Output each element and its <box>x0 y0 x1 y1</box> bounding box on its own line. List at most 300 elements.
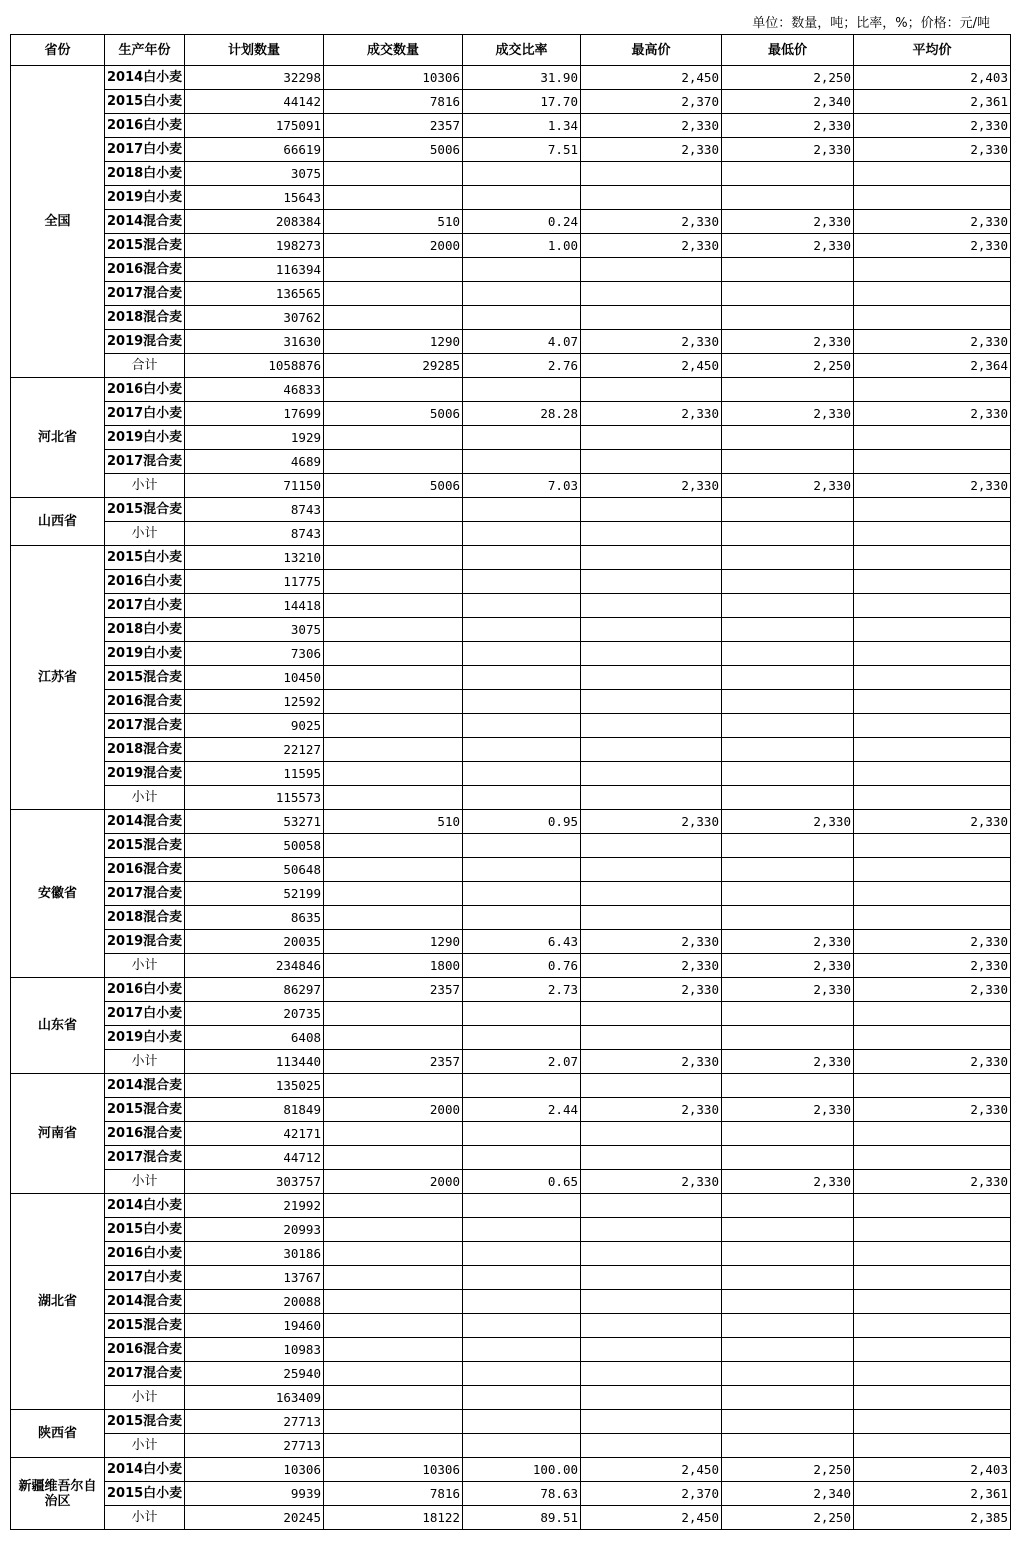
table-row <box>11 1314 1011 1338</box>
avg-price-cell <box>854 786 1011 810</box>
deal-qty-cell: 2357 <box>324 1050 463 1074</box>
avg-price-cell <box>854 258 1011 282</box>
min-price-cell <box>722 1002 854 1026</box>
year-cell: 2018混合麦 <box>105 738 185 762</box>
unit-note: 单位：数量，吨；比率，%；价格：元/吨 <box>752 16 990 31</box>
avg-price-cell: 2,330 <box>854 810 1011 834</box>
max-price-cell <box>581 738 722 762</box>
min-price-cell <box>722 642 854 666</box>
table-row <box>11 978 1011 1002</box>
min-price-cell: 2,330 <box>722 474 854 498</box>
planned-qty-cell: 21992 <box>185 1194 324 1218</box>
deal-qty-cell <box>324 186 463 210</box>
subtotal-label: 小计 <box>105 1170 185 1194</box>
subtotal-label: 合计 <box>105 354 185 378</box>
max-price-cell <box>581 1146 722 1170</box>
planned-qty-cell: 86297 <box>185 978 324 1002</box>
planned-qty-cell: 30762 <box>185 306 324 330</box>
max-price-cell <box>581 1410 722 1434</box>
table-row <box>11 954 1011 978</box>
max-price-cell <box>581 1074 722 1098</box>
header-province: 省份 <box>11 35 105 66</box>
deal-rate-cell: 2.76 <box>463 354 581 378</box>
min-price-cell: 2,330 <box>722 930 854 954</box>
deal-rate-cell <box>463 642 581 666</box>
table-row <box>11 354 1011 378</box>
deal-qty-cell <box>324 258 463 282</box>
year-cell: 2015白小麦 <box>105 90 185 114</box>
min-price-cell: 2,330 <box>722 978 854 1002</box>
max-price-cell <box>581 1338 722 1362</box>
planned-qty-cell: 8743 <box>185 522 324 546</box>
year-cell: 2019白小麦 <box>105 1026 185 1050</box>
min-price-cell: 2,250 <box>722 66 854 90</box>
min-price-cell <box>722 1362 854 1386</box>
deal-qty-cell <box>324 450 463 474</box>
deal-qty-cell <box>324 1146 463 1170</box>
planned-qty-cell: 44712 <box>185 1146 324 1170</box>
planned-qty-cell: 9939 <box>185 1482 324 1506</box>
min-price-cell: 2,330 <box>722 810 854 834</box>
deal-rate-cell <box>463 186 581 210</box>
min-price-cell <box>722 1290 854 1314</box>
year-cell: 2017混合麦 <box>105 450 185 474</box>
planned-qty-cell: 25940 <box>185 1362 324 1386</box>
deal-qty-cell <box>324 1218 463 1242</box>
planned-qty-cell: 20035 <box>185 930 324 954</box>
min-price-cell <box>722 522 854 546</box>
deal-rate-cell: 2.73 <box>463 978 581 1002</box>
table-row <box>11 1146 1011 1170</box>
min-price-cell: 2,330 <box>722 138 854 162</box>
min-price-cell: 2,250 <box>722 1458 854 1482</box>
deal-qty-cell <box>324 714 463 738</box>
province-cell: 湖北省 <box>11 1194 105 1410</box>
table-row <box>11 738 1011 762</box>
avg-price-cell <box>854 546 1011 570</box>
avg-price-cell: 2,330 <box>854 1170 1011 1194</box>
deal-rate-cell <box>463 1314 581 1338</box>
year-cell: 2018白小麦 <box>105 162 185 186</box>
year-cell: 2019混合麦 <box>105 762 185 786</box>
table-row <box>11 1026 1011 1050</box>
min-price-cell <box>722 426 854 450</box>
deal-qty-cell <box>324 1434 463 1458</box>
deal-qty-cell <box>324 882 463 906</box>
planned-qty-cell: 8635 <box>185 906 324 930</box>
min-price-cell <box>722 906 854 930</box>
avg-price-cell <box>854 450 1011 474</box>
province-cell: 江苏省 <box>11 546 105 810</box>
table-row <box>11 1290 1011 1314</box>
planned-qty-cell: 27713 <box>185 1434 324 1458</box>
max-price-cell: 2,330 <box>581 1098 722 1122</box>
year-cell: 2016混合麦 <box>105 1122 185 1146</box>
min-price-cell <box>722 762 854 786</box>
table-row <box>11 1002 1011 1026</box>
subtotal-label: 小计 <box>105 522 185 546</box>
min-price-cell <box>722 1194 854 1218</box>
planned-qty-cell: 52199 <box>185 882 324 906</box>
deal-qty-cell: 2000 <box>324 1170 463 1194</box>
planned-qty-cell: 208384 <box>185 210 324 234</box>
subtotal-label: 小计 <box>105 474 185 498</box>
deal-qty-cell <box>324 1026 463 1050</box>
avg-price-cell <box>854 738 1011 762</box>
table-row <box>11 162 1011 186</box>
max-price-cell: 2,330 <box>581 1170 722 1194</box>
year-cell: 2015白小麦 <box>105 1482 185 1506</box>
max-price-cell <box>581 378 722 402</box>
deal-qty-cell <box>324 738 463 762</box>
year-cell: 2019混合麦 <box>105 330 185 354</box>
max-price-cell <box>581 882 722 906</box>
planned-qty-cell: 303757 <box>185 1170 324 1194</box>
planned-qty-cell: 30186 <box>185 1242 324 1266</box>
deal-qty-cell <box>324 282 463 306</box>
deal-qty-cell <box>324 1410 463 1434</box>
table-row <box>11 450 1011 474</box>
subtotal-label: 小计 <box>105 954 185 978</box>
deal-qty-cell: 5006 <box>324 402 463 426</box>
deal-rate-cell: 31.90 <box>463 66 581 90</box>
max-price-cell <box>581 1122 722 1146</box>
avg-price-cell <box>854 1266 1011 1290</box>
header-min-price: 最低价 <box>722 35 854 66</box>
deal-rate-cell <box>463 882 581 906</box>
avg-price-cell <box>854 1434 1011 1458</box>
deal-rate-cell: 28.28 <box>463 402 581 426</box>
deal-qty-cell: 29285 <box>324 354 463 378</box>
max-price-cell <box>581 786 722 810</box>
deal-rate-cell <box>463 1410 581 1434</box>
max-price-cell: 2,450 <box>581 1506 722 1530</box>
max-price-cell <box>581 306 722 330</box>
min-price-cell: 2,330 <box>722 954 854 978</box>
deal-rate-cell: 4.07 <box>463 330 581 354</box>
deal-qty-cell: 5006 <box>324 138 463 162</box>
deal-rate-cell <box>463 1362 581 1386</box>
avg-price-cell: 2,330 <box>854 978 1011 1002</box>
avg-price-cell: 2,364 <box>854 354 1011 378</box>
avg-price-cell <box>854 570 1011 594</box>
min-price-cell: 2,330 <box>722 330 854 354</box>
year-cell: 2017白小麦 <box>105 402 185 426</box>
table-row <box>11 1170 1011 1194</box>
max-price-cell <box>581 1266 722 1290</box>
subtotal-label: 小计 <box>105 786 185 810</box>
deal-qty-cell: 2357 <box>324 978 463 1002</box>
planned-qty-cell: 11775 <box>185 570 324 594</box>
deal-qty-cell: 10306 <box>324 66 463 90</box>
max-price-cell <box>581 618 722 642</box>
max-price-cell <box>581 1002 722 1026</box>
table-row <box>11 642 1011 666</box>
year-cell: 2014混合麦 <box>105 810 185 834</box>
avg-price-cell <box>854 1410 1011 1434</box>
avg-price-cell: 2,330 <box>854 138 1011 162</box>
planned-qty-cell: 15643 <box>185 186 324 210</box>
planned-qty-cell: 116394 <box>185 258 324 282</box>
table-row <box>11 1266 1011 1290</box>
deal-qty-cell: 18122 <box>324 1506 463 1530</box>
table-row <box>11 1506 1011 1530</box>
avg-price-cell <box>854 1242 1011 1266</box>
planned-qty-cell: 20245 <box>185 1506 324 1530</box>
year-cell: 2014白小麦 <box>105 66 185 90</box>
year-cell: 2015混合麦 <box>105 234 185 258</box>
max-price-cell <box>581 1218 722 1242</box>
avg-price-cell <box>854 882 1011 906</box>
header-max-price: 最高价 <box>581 35 722 66</box>
avg-price-cell <box>854 1074 1011 1098</box>
planned-qty-cell: 20993 <box>185 1218 324 1242</box>
year-cell: 2018白小麦 <box>105 618 185 642</box>
avg-price-cell <box>854 666 1011 690</box>
year-cell: 2015白小麦 <box>105 546 185 570</box>
table-row <box>11 834 1011 858</box>
table-row <box>11 1050 1011 1074</box>
deal-qty-cell <box>324 498 463 522</box>
planned-qty-cell: 14418 <box>185 594 324 618</box>
avg-price-cell <box>854 1122 1011 1146</box>
avg-price-cell <box>854 1218 1011 1242</box>
deal-rate-cell <box>463 1194 581 1218</box>
deal-rate-cell <box>463 762 581 786</box>
min-price-cell <box>722 306 854 330</box>
table-row <box>11 210 1011 234</box>
year-cell: 2017白小麦 <box>105 138 185 162</box>
max-price-cell: 2,330 <box>581 210 722 234</box>
avg-price-cell: 2,361 <box>854 90 1011 114</box>
deal-rate-cell <box>463 906 581 930</box>
avg-price-cell: 2,330 <box>854 954 1011 978</box>
table-row <box>11 1386 1011 1410</box>
deal-rate-cell <box>463 1386 581 1410</box>
min-price-cell <box>722 1434 854 1458</box>
max-price-cell <box>581 426 722 450</box>
max-price-cell: 2,370 <box>581 90 722 114</box>
max-price-cell: 2,330 <box>581 810 722 834</box>
deal-rate-cell: 6.43 <box>463 930 581 954</box>
deal-qty-cell: 5006 <box>324 474 463 498</box>
table-row <box>11 114 1011 138</box>
year-cell: 2015混合麦 <box>105 498 185 522</box>
avg-price-cell <box>854 834 1011 858</box>
planned-qty-cell: 6408 <box>185 1026 324 1050</box>
province-cell: 河北省 <box>11 378 105 498</box>
deal-qty-cell <box>324 1386 463 1410</box>
max-price-cell: 2,330 <box>581 954 722 978</box>
min-price-cell: 2,330 <box>722 1098 854 1122</box>
deal-rate-cell: 1.00 <box>463 234 581 258</box>
year-cell: 2017混合麦 <box>105 1362 185 1386</box>
table-row <box>11 402 1011 426</box>
min-price-cell <box>722 378 854 402</box>
planned-qty-cell: 136565 <box>185 282 324 306</box>
planned-qty-cell: 42171 <box>185 1122 324 1146</box>
avg-price-cell <box>854 690 1011 714</box>
avg-price-cell: 2,330 <box>854 402 1011 426</box>
deal-qty-cell <box>324 666 463 690</box>
table-row <box>11 930 1011 954</box>
deal-rate-cell <box>463 450 581 474</box>
min-price-cell: 2,250 <box>722 1506 854 1530</box>
year-cell: 2016白小麦 <box>105 378 185 402</box>
year-cell: 2015混合麦 <box>105 1314 185 1338</box>
year-cell: 2014混合麦 <box>105 1074 185 1098</box>
avg-price-cell <box>854 1386 1011 1410</box>
deal-qty-cell <box>324 906 463 930</box>
deal-rate-cell <box>463 1434 581 1458</box>
max-price-cell <box>581 1362 722 1386</box>
deal-qty-cell <box>324 1242 463 1266</box>
max-price-cell <box>581 834 722 858</box>
avg-price-cell <box>854 618 1011 642</box>
table-row <box>11 306 1011 330</box>
max-price-cell <box>581 1434 722 1458</box>
min-price-cell <box>722 666 854 690</box>
deal-qty-cell <box>324 858 463 882</box>
deal-rate-cell <box>463 738 581 762</box>
avg-price-cell: 2,330 <box>854 474 1011 498</box>
deal-qty-cell <box>324 1002 463 1026</box>
deal-rate-cell <box>463 1122 581 1146</box>
min-price-cell: 2,330 <box>722 1170 854 1194</box>
min-price-cell <box>722 1410 854 1434</box>
table-row <box>11 1434 1011 1458</box>
min-price-cell: 2,330 <box>722 234 854 258</box>
year-cell: 2016混合麦 <box>105 1338 185 1362</box>
deal-rate-cell <box>463 498 581 522</box>
deal-qty-cell: 1290 <box>324 330 463 354</box>
year-cell: 2017白小麦 <box>105 594 185 618</box>
planned-qty-cell: 10983 <box>185 1338 324 1362</box>
table-row <box>11 594 1011 618</box>
deal-qty-cell <box>324 1194 463 1218</box>
deal-rate-cell <box>463 378 581 402</box>
table-row <box>11 330 1011 354</box>
avg-price-cell <box>854 1290 1011 1314</box>
avg-price-cell: 2,361 <box>854 1482 1011 1506</box>
deal-qty-cell: 2357 <box>324 114 463 138</box>
avg-price-cell <box>854 906 1011 930</box>
max-price-cell <box>581 522 722 546</box>
max-price-cell <box>581 570 722 594</box>
table-row <box>11 258 1011 282</box>
deal-qty-cell <box>324 594 463 618</box>
table-row <box>11 786 1011 810</box>
max-price-cell <box>581 762 722 786</box>
max-price-cell <box>581 498 722 522</box>
planned-qty-cell: 71150 <box>185 474 324 498</box>
min-price-cell: 2,330 <box>722 1050 854 1074</box>
table-row <box>11 426 1011 450</box>
deal-qty-cell: 510 <box>324 810 463 834</box>
min-price-cell <box>722 1314 854 1338</box>
min-price-cell <box>722 834 854 858</box>
table-row <box>11 378 1011 402</box>
planned-qty-cell: 4689 <box>185 450 324 474</box>
table-row <box>11 474 1011 498</box>
deal-rate-cell <box>463 834 581 858</box>
deal-qty-cell: 2000 <box>324 1098 463 1122</box>
avg-price-cell <box>854 522 1011 546</box>
min-price-cell <box>722 1266 854 1290</box>
year-cell: 2015混合麦 <box>105 1410 185 1434</box>
table-row <box>11 1482 1011 1506</box>
min-price-cell: 2,340 <box>722 1482 854 1506</box>
deal-qty-cell <box>324 1362 463 1386</box>
table-row <box>11 762 1011 786</box>
year-cell: 2017混合麦 <box>105 282 185 306</box>
planned-qty-cell: 66619 <box>185 138 324 162</box>
deal-qty-cell <box>324 426 463 450</box>
deal-rate-cell <box>463 1290 581 1314</box>
deal-qty-cell: 1800 <box>324 954 463 978</box>
planned-qty-cell: 11595 <box>185 762 324 786</box>
deal-rate-cell <box>463 1074 581 1098</box>
deal-qty-cell <box>324 690 463 714</box>
avg-price-cell: 2,403 <box>854 66 1011 90</box>
table-row <box>11 186 1011 210</box>
min-price-cell: 2,250 <box>722 354 854 378</box>
min-price-cell <box>722 1386 854 1410</box>
min-price-cell <box>722 186 854 210</box>
planned-qty-cell: 3075 <box>185 618 324 642</box>
year-cell: 2017混合麦 <box>105 714 185 738</box>
deal-qty-cell <box>324 834 463 858</box>
max-price-cell <box>581 690 722 714</box>
max-price-cell: 2,450 <box>581 66 722 90</box>
planned-qty-cell: 81849 <box>185 1098 324 1122</box>
deal-qty-cell <box>324 786 463 810</box>
planned-qty-cell: 10306 <box>185 1458 324 1482</box>
deal-rate-cell: 1.34 <box>463 114 581 138</box>
max-price-cell <box>581 258 722 282</box>
deal-rate-cell: 0.24 <box>463 210 581 234</box>
year-cell: 2019白小麦 <box>105 642 185 666</box>
avg-price-cell: 2,330 <box>854 114 1011 138</box>
year-cell: 2015混合麦 <box>105 834 185 858</box>
deal-rate-cell <box>463 258 581 282</box>
max-price-cell <box>581 906 722 930</box>
deal-rate-cell <box>463 666 581 690</box>
deal-rate-cell: 7.51 <box>463 138 581 162</box>
avg-price-cell <box>854 282 1011 306</box>
table-row <box>11 234 1011 258</box>
planned-qty-cell: 50648 <box>185 858 324 882</box>
deal-rate-cell <box>463 426 581 450</box>
year-cell: 2016白小麦 <box>105 1242 185 1266</box>
deal-qty-cell: 1290 <box>324 930 463 954</box>
min-price-cell <box>722 570 854 594</box>
deal-qty-cell <box>324 162 463 186</box>
province-cell: 陕西省 <box>11 1410 105 1458</box>
min-price-cell <box>722 690 854 714</box>
avg-price-cell <box>854 642 1011 666</box>
max-price-cell: 2,330 <box>581 930 722 954</box>
max-price-cell <box>581 162 722 186</box>
deal-rate-cell <box>463 1146 581 1170</box>
avg-price-cell: 2,330 <box>854 1050 1011 1074</box>
planned-qty-cell: 44142 <box>185 90 324 114</box>
planned-qty-cell: 19460 <box>185 1314 324 1338</box>
max-price-cell <box>581 186 722 210</box>
planned-qty-cell: 7306 <box>185 642 324 666</box>
avg-price-cell <box>854 162 1011 186</box>
max-price-cell <box>581 714 722 738</box>
